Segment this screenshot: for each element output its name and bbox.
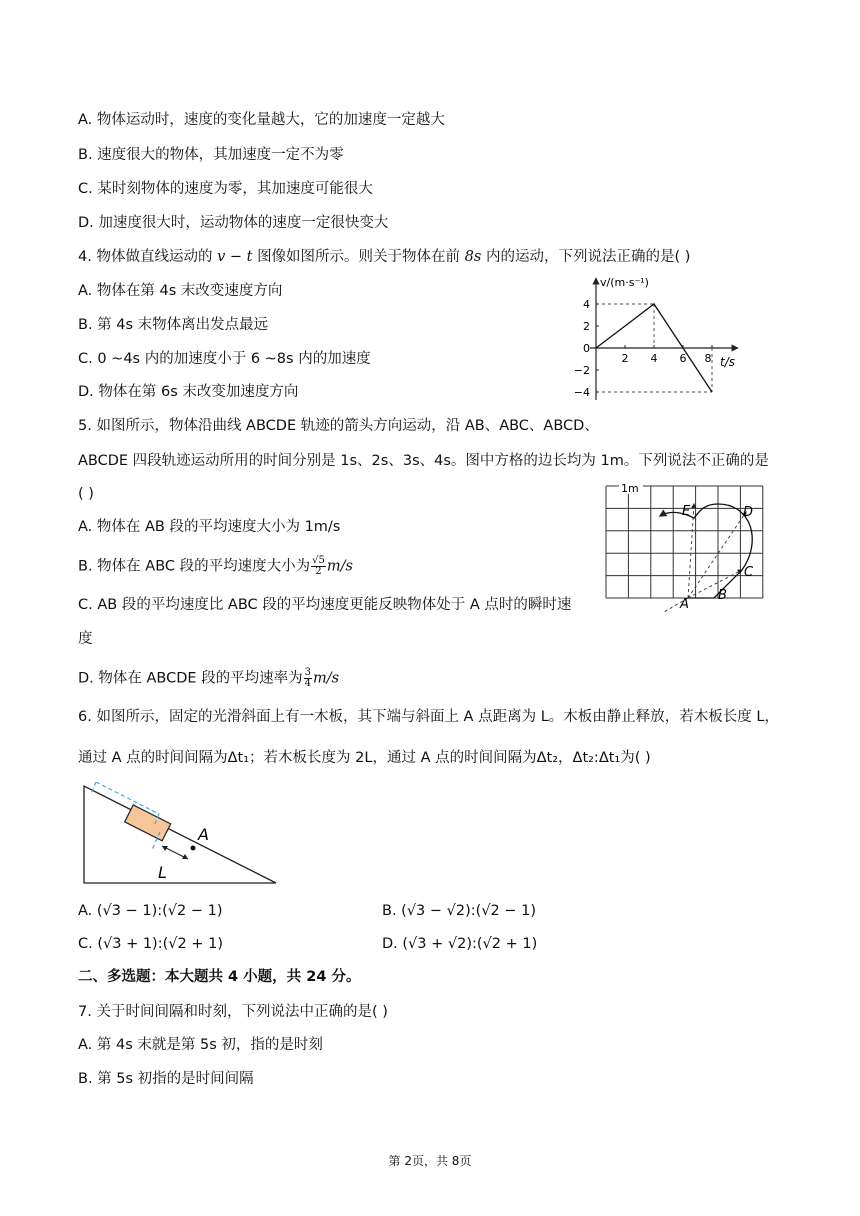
q5-option-d-unit: m/s	[313, 670, 340, 687]
q6-incline-figure	[80, 782, 285, 887]
q6-board	[125, 805, 171, 841]
q4-stem-part3: 内的运动，下列说法正确的是( )	[485, 249, 691, 265]
q4-stem-math: v − t	[217, 249, 253, 265]
q5-dashed-ad	[688, 512, 746, 598]
q6-option-a: A. (√3 − 1):(√2 − 1)	[78, 903, 223, 919]
q5-option-d	[78, 668, 339, 689]
q4-x-tick-4: 4	[650, 352, 658, 365]
q5-option-d-numerator: 3	[304, 667, 312, 678]
q6-stem-line2: 通过 A 点的时间间隔为Δt₁；若木板长度为 2L，通过 A 点的时间间隔为Δt₂，Δt₂:Δt₁为( )	[78, 750, 651, 766]
q5-option-c-line2: 度	[78, 631, 93, 647]
q5-stem-line2: ABCDE 四段轨迹运动所用的时间分别是 1s、2s、3s、4s。图中方格的边长均为 1m。下列说法不正确的是	[78, 453, 769, 469]
q4-stem-part2: 图像如图所示。则关于物体在前	[257, 249, 461, 265]
q4-y-label: v/(m·s⁻¹)	[600, 276, 649, 289]
q3-option-c: C. 某时刻物体的速度为零，其加速度可能很大	[78, 181, 373, 197]
q5-option-b-denominator: 2	[315, 566, 322, 577]
q5-option-c-line1: C. AB 段的平均速度比 ABC 段的平均速度更能反映物体处于 A 点时的瞬时速	[78, 597, 572, 613]
q5-grid-figure	[602, 482, 770, 612]
q4-x-label: t/s	[720, 355, 735, 369]
q6-option-c: C. (√3 + 1):(√2 + 1)	[78, 936, 223, 952]
q4-x-tick-8: 8	[704, 352, 712, 365]
q5-option-b-unit: m/s	[326, 558, 353, 575]
q3-option-b: B. 速度很大的物体，其加速度一定不为零	[78, 147, 344, 163]
q5-option-d-fraction	[304, 668, 312, 689]
q5-option-b-fraction	[311, 556, 326, 577]
q4-option-c: C. 0 ~4s 内的加速度小于 6 ~8s 内的加速度	[78, 351, 371, 367]
q6-length-bracket	[96, 782, 159, 814]
section-heading-multiple-choice: 二、多选题：本大题共 4 小题，共 24 分。	[78, 969, 361, 985]
q4-y-tick-4: 4	[583, 298, 590, 311]
q4-stem-math2: 8s	[464, 249, 482, 265]
q6-incline	[84, 786, 276, 883]
q4-option-a: A. 物体在第 4s 末改变速度方向	[78, 283, 283, 299]
q4-stem-part1: 4. 物体做直线运动的	[78, 249, 213, 265]
q6-label-l: L	[158, 863, 167, 882]
q5-point-a: A	[680, 597, 689, 612]
q3-option-d: D. 加速度很大时，运动物体的速度一定很快变大	[78, 215, 389, 231]
q5-option-d-denominator: 4	[304, 678, 312, 689]
q5-option-b-text: B. 物体在 ABC 段的平均速度大小为	[78, 558, 311, 575]
q4-option-d: D. 物体在第 6s 末改变加速度方向	[78, 384, 299, 400]
q6-option-d: D. (√3 + √2):(√2 + 1)	[382, 936, 538, 952]
q5-stem-line1: 5. 如图所示，物体沿曲线 ABCDE 轨迹的箭头方向运动，沿 AB、ABC、ABCD、	[78, 418, 599, 434]
q5-point-b: B	[718, 588, 727, 603]
q4-option-b: B. 第 4s 末物体离出发点最远	[78, 317, 269, 333]
q5-stem-line3: ( )	[78, 486, 94, 502]
q5-trajectory	[660, 504, 752, 598]
q5-option-b	[78, 556, 353, 577]
q5-scale-label: 1m	[621, 482, 639, 495]
q4-y-tick-2: 2	[583, 320, 590, 333]
page-footer: 第 2页，共 8页	[388, 1154, 472, 1168]
q4-y-tick-0: 0	[583, 342, 590, 355]
q7-option-b: B. 第 5s 初指的是时间间隔	[78, 1071, 254, 1087]
q6-stem-line1: 6. 如图所示，固定的光滑斜面上有一木板，其下端与斜面上 A 点距离为 L。木板由静止释放，若木板长度 L，	[78, 709, 779, 725]
q7-option-a: A. 第 4s 末就是第 5s 初，指的是时刻	[78, 1037, 323, 1053]
q4-vt-graph	[560, 272, 750, 407]
q6-point-a	[191, 846, 196, 851]
q5-option-a: A. 物体在 AB 段的平均速度大小为 1m/s	[78, 519, 341, 535]
q5-option-b-numerator: √5	[312, 555, 325, 566]
q3-option-a: A. 物体运动时，速度的变化量越大，它的加速度一定越大	[78, 112, 445, 128]
q4-y-tick-m2: −2	[573, 364, 590, 377]
q5-point-e: E	[682, 504, 691, 519]
q5-point-d: D	[743, 505, 754, 520]
q4-y-tick-m4: −4	[573, 386, 590, 399]
q4-x-tick-6: 6	[679, 352, 687, 365]
q5-point-c: C	[744, 565, 754, 580]
q6-label-a: A	[198, 825, 209, 844]
q7-stem: 7. 关于时间间隔和时刻，下列说法中正确的是( )	[78, 1004, 388, 1020]
q5-option-d-text: D. 物体在 ABCDE 段的平均速率为	[78, 670, 303, 687]
q6-option-b: B. (√3 − √2):(√2 − 1)	[382, 903, 537, 919]
q4-x-tick-2: 2	[621, 352, 629, 365]
q4-stem	[78, 247, 690, 267]
